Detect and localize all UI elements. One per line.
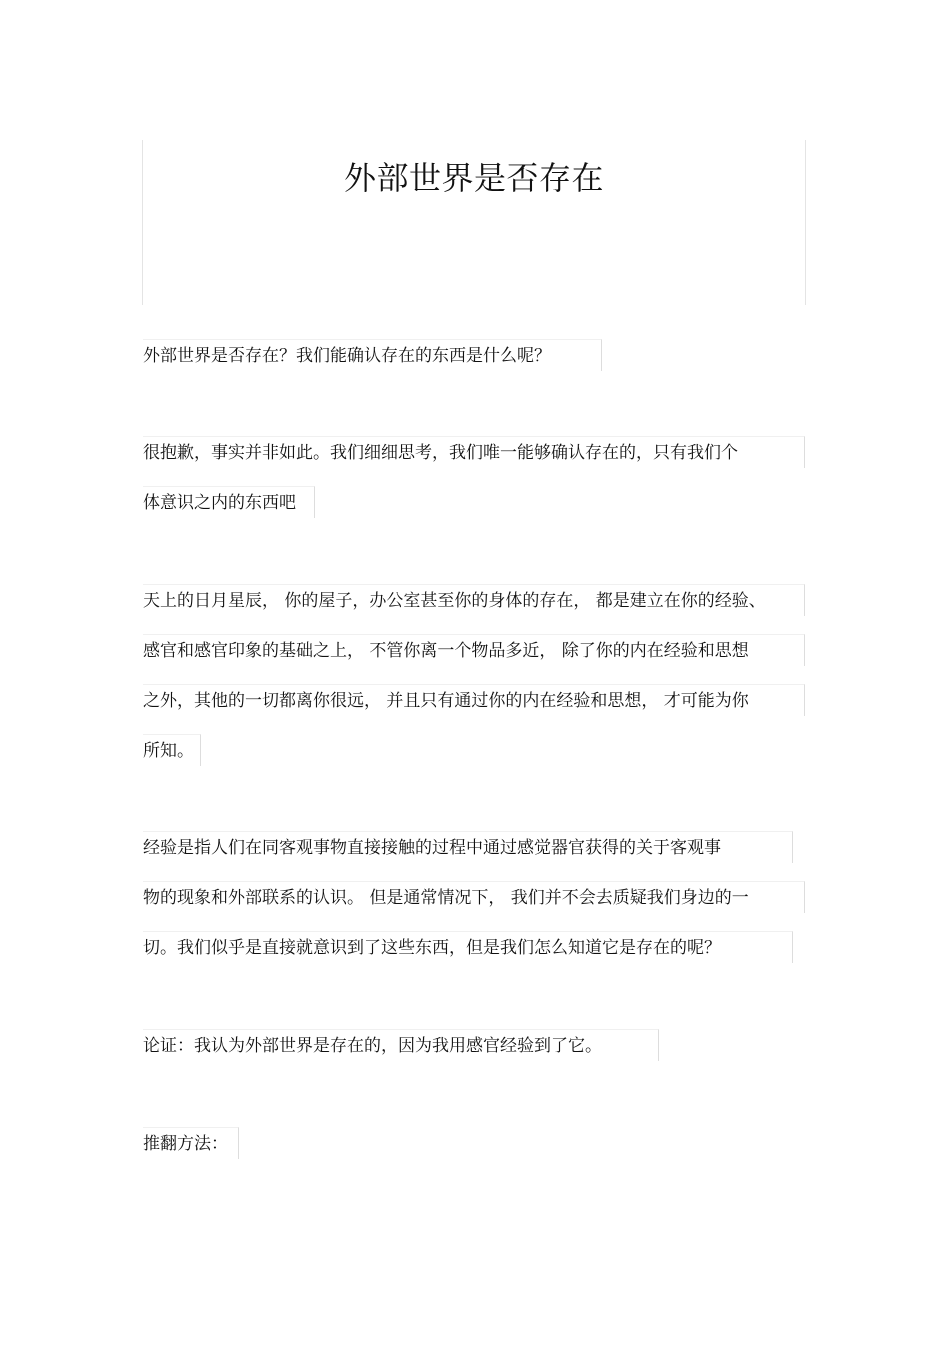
text-line-paragraph2-1: 天上的日月星辰， 你的屋子，办公室甚至你的身体的存在， 都是建立在你的经验、 [143,584,805,616]
title-box [142,140,806,305]
text-line-paragraph3-1: 经验是指人们在同客观事物直接接触的过程中通过感觉器官获得的关于客观事 [143,831,793,863]
page-title: 外部世界是否存在 [343,159,604,197]
text-line-paragraph2-2: 感官和感官印象的基础之上， 不管你离一个物品多近， 除了你的内在经验和思想 [143,634,805,666]
text-line-paragraph2-4: 所知。 [143,734,201,766]
text-line-paragraph3-3: 切。我们似乎是直接就意识到了这些东西，但是我们怎么知道它是存在的呢？ [143,931,793,963]
text-line-paragraph3-2: 物的现象和外部联系的认识。 但是通常情况下， 我们并不会去质疑我们身边的一 [143,881,805,913]
text-line-paragraph2-3: 之外，其他的一切都离你很远， 并且只有通过你的内在经验和思想， 才可能为你 [143,684,805,716]
text-line-refutation-heading: 推翻方法： [143,1127,239,1159]
text-line-question: 外部世界是否存在？我们能确认存在的东西是什么呢？ [143,339,602,371]
text-line-paragraph1-1: 很抱歉，事实并非如此。我们细细思考，我们唯一能够确认存在的，只有我们个 [143,436,805,468]
text-line-paragraph1-2: 体意识之内的东西吧 [143,486,315,518]
text-line-argument: 论证：我认为外部世界是存在的，因为我用感官经验到了它。 [143,1029,659,1061]
